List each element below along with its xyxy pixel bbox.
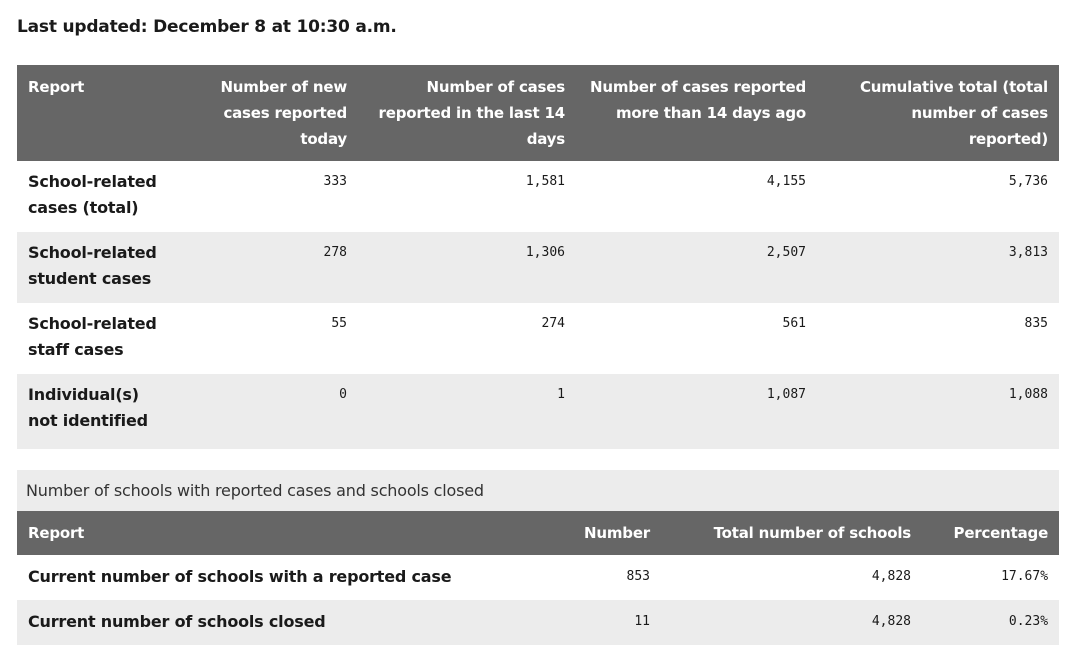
- col-header-older-14-days: Number of cases reported more than 14 days ago: [576, 65, 817, 161]
- table-row: [17, 374, 1059, 449]
- cell-percentage: 0.23%: [922, 600, 1059, 645]
- col-header-cumulative: Cumulative total (total number of cases reported): [817, 65, 1059, 161]
- cell-last-14-days: 1: [358, 374, 576, 449]
- cell-percentage: 17.67%: [1001, 569, 1049, 584]
- cell-older-14-days: 4,155: [766, 174, 806, 189]
- cell-total-schools: 4,828: [871, 569, 911, 584]
- row-label: Current number of schools closed: [17, 600, 560, 645]
- cell-total-schools: 4,828: [661, 600, 922, 645]
- cell-last-14-days: 1,306: [358, 232, 576, 303]
- cell-number: 853: [626, 569, 650, 584]
- col-header-number: Number: [560, 511, 661, 555]
- table-header-row: [17, 65, 1059, 161]
- col-header-total-schools: Total number of schools: [661, 511, 922, 555]
- row-label: Individual(s) not identified: [17, 374, 176, 449]
- cell-older-14-days: 561: [782, 316, 806, 331]
- cell-cumulative: 835: [1024, 316, 1048, 331]
- cell-number: 11: [560, 600, 661, 645]
- cell-cumulative: 3,813: [817, 232, 1059, 303]
- table-row: [17, 600, 1059, 645]
- school-cases-table: [17, 65, 1059, 449]
- table-row: [17, 232, 1059, 303]
- last-updated-text: Last updated: December 8 at 10:30 a.m.: [17, 17, 397, 37]
- cell-older-14-days: 2,507: [576, 232, 817, 303]
- cell-new-today: 55: [331, 316, 347, 331]
- table-header-row: [17, 511, 1059, 555]
- cell-last-14-days: 274: [541, 316, 565, 331]
- table-caption: Number of schools with reported cases and schools closed: [17, 470, 1059, 511]
- row-label: School-related staff cases: [28, 314, 157, 359]
- col-header-new-today: Number of new cases reported today: [176, 65, 358, 161]
- row-label: Current number of schools with a reported case: [28, 567, 452, 586]
- table-row: [17, 555, 1059, 600]
- cell-last-14-days: 1,581: [525, 174, 565, 189]
- cell-new-today: 278: [176, 232, 358, 303]
- col-header-report: Report: [17, 511, 560, 555]
- cell-new-today: 0: [176, 374, 358, 449]
- cell-new-today: 333: [323, 174, 347, 189]
- col-header-last-14-days: Number of cases reported in the last 14 days: [358, 65, 576, 161]
- table-row: [17, 303, 1059, 374]
- col-header-report: Report: [17, 65, 176, 161]
- col-header-percentage: Percentage: [922, 511, 1059, 555]
- schools-closed-table: [17, 470, 1059, 645]
- cell-older-14-days: 1,087: [576, 374, 817, 449]
- cell-cumulative: 1,088: [817, 374, 1059, 449]
- cell-cumulative: 5,736: [1008, 174, 1048, 189]
- table-caption-row: [17, 470, 1059, 511]
- row-label: School-related cases (total): [28, 172, 157, 217]
- row-label: School-related student cases: [17, 232, 176, 303]
- table-row: [17, 161, 1059, 232]
